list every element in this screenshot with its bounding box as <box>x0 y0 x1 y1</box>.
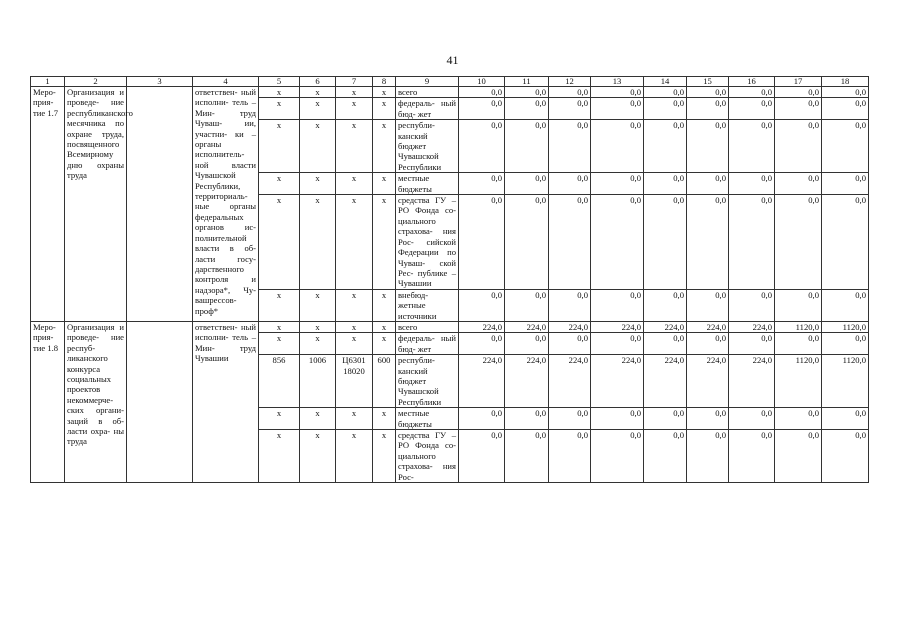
section-code-cell: x <box>300 321 336 332</box>
program-cell <box>127 321 193 482</box>
measure-id-cell: Меро- прия- тие 1.7 <box>31 87 65 322</box>
funding-source-cell: федераль- ный бюд- жет <box>396 98 459 120</box>
value-cell: 0,0 <box>822 289 869 321</box>
program-cell <box>127 87 193 322</box>
value-cell: 0,0 <box>644 120 687 173</box>
table-row <box>31 321 869 332</box>
col-header: 7 <box>336 77 373 87</box>
value-cell: 224,0 <box>459 321 505 332</box>
funding-source-cell: федераль- ный бюд- жет <box>396 333 459 355</box>
page-number: 41 <box>446 53 459 67</box>
value-cell: 0,0 <box>505 173 549 195</box>
value-cell: 0,0 <box>729 98 775 120</box>
section-code-cell: x <box>300 289 336 321</box>
value-cell: 0,0 <box>549 289 591 321</box>
funding-source-cell: республи- канский бюджет Чувашской Республики <box>396 355 459 408</box>
target-code-cell: x <box>336 195 373 290</box>
value-cell: 0,0 <box>549 87 591 98</box>
col-header: 14 <box>644 77 687 87</box>
value-cell: 0,0 <box>591 98 644 120</box>
target-code-cell: x <box>336 173 373 195</box>
target-code-cell: x <box>336 98 373 120</box>
value-cell: 0,0 <box>459 98 505 120</box>
measure-name-cell: Организация и проведе- ние респуб- ликанского конкурса социальных проектов некоммерче- ских органи- заций в об- ласти охра- ны труда <box>65 321 127 482</box>
value-cell: 0,0 <box>591 289 644 321</box>
target-code-cell: x <box>336 321 373 332</box>
value-cell: 224,0 <box>729 355 775 408</box>
expense-code-cell: x <box>373 195 396 290</box>
value-cell: 0,0 <box>687 98 729 120</box>
expense-code-cell: x <box>373 321 396 332</box>
value-cell: 0,0 <box>549 430 591 483</box>
expense-code-cell: x <box>373 289 396 321</box>
value-cell: 224,0 <box>644 321 687 332</box>
value-cell: 0,0 <box>459 120 505 173</box>
target-code-cell: x <box>336 333 373 355</box>
value-cell: 0,0 <box>549 408 591 430</box>
value-cell: 0,0 <box>687 333 729 355</box>
expense-code-cell: x <box>373 173 396 195</box>
section-code-cell: 1006 <box>300 355 336 408</box>
funding-source-cell: всего <box>396 321 459 332</box>
value-cell: 0,0 <box>687 430 729 483</box>
col-header: 13 <box>591 77 644 87</box>
funding-source-cell: всего <box>396 87 459 98</box>
value-cell: 0,0 <box>459 87 505 98</box>
value-cell: 0,0 <box>549 173 591 195</box>
value-cell: 224,0 <box>687 355 729 408</box>
grbs-code-cell: 856 <box>259 355 300 408</box>
grbs-code-cell: x <box>259 430 300 483</box>
measure-name-cell: Организация и проведе- ние республиканского месячника по охране труда, посвященного Всемирному дню охраны труда <box>65 87 127 322</box>
value-cell: 1120,0 <box>822 355 869 408</box>
value-cell: 0,0 <box>687 87 729 98</box>
grbs-code-cell: x <box>259 120 300 173</box>
value-cell: 0,0 <box>591 430 644 483</box>
value-cell: 224,0 <box>591 321 644 332</box>
target-code-cell: x <box>336 408 373 430</box>
section-code-cell: x <box>300 430 336 483</box>
col-header: 9 <box>396 77 459 87</box>
value-cell: 0,0 <box>822 173 869 195</box>
value-cell: 0,0 <box>459 173 505 195</box>
expense-code-cell: x <box>373 408 396 430</box>
measure-id-cell: Меро- прия- тие 1.8 <box>31 321 65 482</box>
value-cell: 0,0 <box>549 333 591 355</box>
value-cell: 0,0 <box>591 408 644 430</box>
col-header: 10 <box>459 77 505 87</box>
value-cell: 0,0 <box>644 408 687 430</box>
value-cell: 0,0 <box>775 195 822 290</box>
value-cell: 0,0 <box>687 289 729 321</box>
value-cell: 0,0 <box>505 430 549 483</box>
value-cell: 0,0 <box>775 289 822 321</box>
value-cell: 0,0 <box>505 120 549 173</box>
grbs-code-cell: x <box>259 195 300 290</box>
value-cell: 224,0 <box>459 355 505 408</box>
value-cell: 224,0 <box>505 321 549 332</box>
value-cell: 0,0 <box>729 408 775 430</box>
value-cell: 0,0 <box>729 333 775 355</box>
value-cell: 224,0 <box>687 321 729 332</box>
value-cell: 0,0 <box>459 408 505 430</box>
target-code-cell: x <box>336 430 373 483</box>
value-cell: 0,0 <box>505 408 549 430</box>
col-header: 2 <box>65 77 127 87</box>
value-cell: 224,0 <box>729 321 775 332</box>
grbs-code-cell: x <box>259 173 300 195</box>
value-cell: 0,0 <box>822 120 869 173</box>
funding-source-cell: средства ГУ – РО Фонда со- циального страхова- ния Рос- <box>396 430 459 483</box>
funding-source-cell: внебюд- жетные источники <box>396 289 459 321</box>
value-cell: 0,0 <box>822 87 869 98</box>
grbs-code-cell: x <box>259 289 300 321</box>
value-cell: 224,0 <box>549 321 591 332</box>
value-cell: 0,0 <box>459 333 505 355</box>
value-cell: 1120,0 <box>775 321 822 332</box>
col-header: 12 <box>549 77 591 87</box>
section-code-cell: x <box>300 195 336 290</box>
col-header: 8 <box>373 77 396 87</box>
target-code-cell: x <box>336 289 373 321</box>
col-header: 3 <box>127 77 193 87</box>
value-cell: 0,0 <box>729 430 775 483</box>
value-cell: 0,0 <box>591 87 644 98</box>
value-cell: 0,0 <box>729 173 775 195</box>
table-row <box>31 87 869 98</box>
value-cell: 0,0 <box>505 333 549 355</box>
expense-code-cell: 600 <box>373 355 396 408</box>
value-cell: 0,0 <box>591 173 644 195</box>
value-cell: 0,0 <box>775 408 822 430</box>
section-code-cell: x <box>300 87 336 98</box>
value-cell: 0,0 <box>729 120 775 173</box>
col-header: 5 <box>259 77 300 87</box>
section-code-cell: x <box>300 408 336 430</box>
grbs-code-cell: x <box>259 87 300 98</box>
value-cell: 224,0 <box>644 355 687 408</box>
section-code-cell: x <box>300 333 336 355</box>
expense-code-cell: x <box>373 87 396 98</box>
value-cell: 0,0 <box>822 195 869 290</box>
executor-cell: ответствен- ный исполни- тель – Мин- труд Чувашии <box>193 321 259 482</box>
value-cell: 0,0 <box>822 98 869 120</box>
funding-source-cell: местные бюджеты <box>396 173 459 195</box>
value-cell: 0,0 <box>775 173 822 195</box>
value-cell: 1120,0 <box>822 321 869 332</box>
funding-source-cell: республи- канский бюджет Чувашской Республики <box>396 120 459 173</box>
value-cell: 0,0 <box>549 195 591 290</box>
value-cell: 224,0 <box>549 355 591 408</box>
value-cell: 0,0 <box>729 195 775 290</box>
value-cell: 0,0 <box>687 173 729 195</box>
col-header: 18 <box>822 77 869 87</box>
col-header: 6 <box>300 77 336 87</box>
value-cell: 0,0 <box>644 87 687 98</box>
value-cell: 0,0 <box>687 408 729 430</box>
value-cell: 0,0 <box>591 333 644 355</box>
col-header: 15 <box>687 77 729 87</box>
value-cell: 0,0 <box>822 333 869 355</box>
value-cell: 0,0 <box>591 195 644 290</box>
section-code-cell: x <box>300 120 336 173</box>
value-cell: 0,0 <box>775 430 822 483</box>
expense-code-cell: x <box>373 98 396 120</box>
executor-cell: ответствен- ный исполни- тель – Мин- труд Чуваш- ии, участни- ки – органы исполнитель- ной власти Чувашской Республики, территориаль- ные органы федеральных органов ис- полнительной власти в об- ласти госу- дарственного контроля и надзора*, Чу- вашрессов- проф* <box>193 87 259 322</box>
funding-source-cell: местные бюджеты <box>396 408 459 430</box>
value-cell: 0,0 <box>775 333 822 355</box>
value-cell: 0,0 <box>459 289 505 321</box>
grbs-code-cell: x <box>259 333 300 355</box>
value-cell: 0,0 <box>644 430 687 483</box>
value-cell: 0,0 <box>505 195 549 290</box>
target-code-cell: x <box>336 120 373 173</box>
value-cell: 224,0 <box>505 355 549 408</box>
col-header: 4 <box>193 77 259 87</box>
col-header: 16 <box>729 77 775 87</box>
value-cell: 0,0 <box>822 408 869 430</box>
expense-code-cell: x <box>373 333 396 355</box>
header-row <box>31 77 869 87</box>
value-cell: 0,0 <box>644 333 687 355</box>
value-cell: 0,0 <box>644 195 687 290</box>
value-cell: 0,0 <box>505 289 549 321</box>
target-code-cell: Ц6301 18020 <box>336 355 373 408</box>
value-cell: 0,0 <box>549 98 591 120</box>
expense-code-cell: x <box>373 120 396 173</box>
value-cell: 0,0 <box>505 98 549 120</box>
value-cell: 0,0 <box>775 87 822 98</box>
funding-source-cell: средства ГУ – РО Фонда со- циального страхова- ния Рос- сийской Федерации по Чуваш- ской Рес- публике – Чувашии <box>396 195 459 290</box>
value-cell: 0,0 <box>591 120 644 173</box>
value-cell: 0,0 <box>729 87 775 98</box>
col-header: 11 <box>505 77 549 87</box>
col-header: 17 <box>775 77 822 87</box>
grbs-code-cell: x <box>259 98 300 120</box>
value-cell: 0,0 <box>822 430 869 483</box>
value-cell: 224,0 <box>591 355 644 408</box>
table-body <box>31 87 869 483</box>
value-cell: 1120,0 <box>775 355 822 408</box>
budget-table <box>30 76 869 483</box>
section-code-cell: x <box>300 98 336 120</box>
section-code-cell: x <box>300 173 336 195</box>
value-cell: 0,0 <box>687 120 729 173</box>
value-cell: 0,0 <box>459 195 505 290</box>
target-code-cell: x <box>336 87 373 98</box>
grbs-code-cell: x <box>259 408 300 430</box>
value-cell: 0,0 <box>775 98 822 120</box>
grbs-code-cell: x <box>259 321 300 332</box>
col-header: 1 <box>31 77 65 87</box>
value-cell: 0,0 <box>644 98 687 120</box>
value-cell: 0,0 <box>549 120 591 173</box>
value-cell: 0,0 <box>644 289 687 321</box>
value-cell: 0,0 <box>687 195 729 290</box>
expense-code-cell: x <box>373 430 396 483</box>
value-cell: 0,0 <box>505 87 549 98</box>
value-cell: 0,0 <box>729 289 775 321</box>
value-cell: 0,0 <box>459 430 505 483</box>
value-cell: 0,0 <box>775 120 822 173</box>
value-cell: 0,0 <box>644 173 687 195</box>
